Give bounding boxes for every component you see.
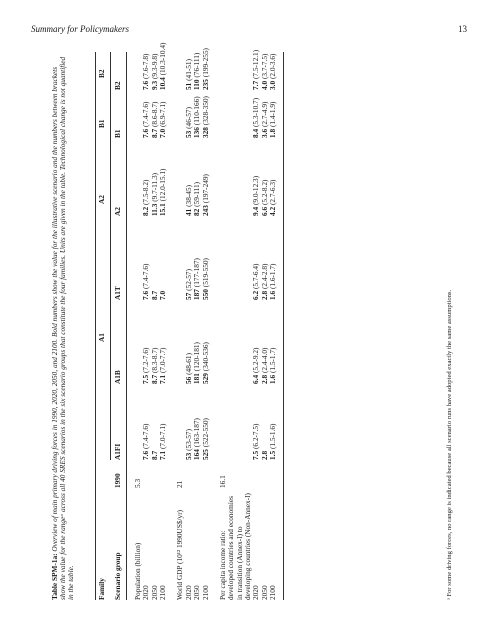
cell-illustrative-value: 2.8 [259,290,269,300]
section-label: developed countries and economies [226,496,236,600]
cell-illustrative-value: 235 [200,79,210,90]
group-header: A1FI [113,443,122,460]
cell-illustrative-value: 328 [200,127,210,138]
table-cell [269,102,277,138]
cell-illustrative-value: 7.6 [141,450,151,460]
cell-illustrative-value: 136 [192,127,202,138]
year-label: 2100 [268,585,278,600]
header-rule [126,52,127,600]
cell-range: (7.2-7.6) [141,347,151,375]
cell-illustrative-value: 7.7 [251,80,261,90]
cell-range: (1.6-1.7) [268,263,278,291]
cell-range: (8.3-8.7) [149,347,159,375]
year-label: 2020 [141,585,151,600]
cell-illustrative-value: 181 [192,373,202,384]
cell-illustrative-value: 7.0 [158,290,168,300]
table-cell [269,264,277,300]
cell-illustrative-value: 164 [192,449,202,460]
table-cell [159,43,167,90]
cell-illustrative-value: 8.2 [141,206,151,216]
cell-range: (12.0-15.1) [158,168,168,204]
cell-range: (76-111) [192,52,202,80]
cell-illustrative-value: 4.0 [259,80,269,90]
table-footnote: ᵃ For some driving forces, no range is indicated because all scenario runs have adopted exactly the same assumptions. [446,289,453,600]
cell-illustrative-value: 8.7 [149,290,159,300]
cell-range: (1.5-1.7) [268,347,278,375]
cell-illustrative-value: 187 [192,289,202,300]
table-cell [269,180,277,216]
cell-illustrative-value: 82 [192,208,202,216]
group-header: A1B [113,370,122,384]
cell-range: (48-61) [183,352,193,377]
cell-illustrative-value: 10.4 [158,77,168,90]
cell-illustrative-value: 550 [200,289,210,300]
year-label: 2100 [200,585,210,600]
cell-illustrative-value: 8.7 [149,450,159,460]
cell-range: (1.4-1.9) [268,101,278,129]
family-header: B1 [97,119,106,128]
cell-illustrative-value: 57 [183,292,193,300]
cell-illustrative-value: 6.4 [251,374,261,384]
cell-range: (6.2-7.5) [251,423,261,451]
year-label: 2050 [149,585,159,600]
cell-range: (8.6-8.7) [149,101,159,129]
cell-illustrative-value: 11.3 [149,203,159,216]
cell-range: (59-111) [192,181,202,209]
page-number: 13 [458,24,467,34]
cell-illustrative-value: 41 [183,208,193,216]
table-cell [202,96,210,138]
table-cell [159,424,167,460]
cell-illustrative-value: 7.6 [141,290,151,300]
table-cell [202,48,210,90]
year-label: 2100 [158,585,168,600]
cell-illustrative-value: 9.4 [251,206,261,216]
cell-illustrative-value: 53 [183,130,193,138]
year-label: 2050 [259,585,269,600]
cell-illustrative-value: 8.4 [251,128,261,138]
cell-range: (9.7-11.3) [149,172,159,204]
cell-range: (7.4-7.6) [141,423,151,451]
cell-illustrative-value: 7.6 [141,128,151,138]
cell-illustrative-value: 525 [200,449,210,460]
table-caption [51,55,76,600]
table-cell [159,169,167,216]
cell-range: (9.0-12.3) [251,175,261,207]
section-label: Per capita income ratio: [217,530,227,600]
cell-range: (2.4-4.0) [259,347,269,375]
cell-range: (41-51) [183,58,193,83]
cell-range: (7.4-7.6) [141,263,151,291]
cell-range: (5.3-10.7) [251,97,261,129]
cell-illustrative-value: 7.0 [158,128,168,138]
cell-range: (2.7-6.3) [268,179,278,207]
cell-range: (163-187) [192,418,202,450]
cell-range: (7.5-12.1) [251,49,261,81]
cell-illustrative-value: 6.2 [251,290,261,300]
table-cell [269,348,277,384]
cell-range: (120-181) [192,342,202,374]
cell-illustrative-value: 2.8 [259,374,269,384]
cell-range: (7.4-7.6) [141,101,151,129]
caption-text: Overview of main primary driving forces in 1990, 2020, 2050, and 2100. Bold numbers show the value for the illustrative scenario and the numbers between brackets show the value for the rangeᵃ across all 40 SRES scenarios in the six scenario groups that constitute the four families. Units are given in the table. Technological change is not quantified in the table. [50,56,76,600]
family-header: A1 [97,333,106,342]
cell-range: (3.7-7.5) [259,53,269,81]
base-value-1990: 16.1 [217,475,227,488]
family-rule [110,52,111,460]
cell-range: (53-57) [183,428,193,453]
cell-illustrative-value: 7.1 [158,374,168,384]
base-value-1990: 21 [175,480,185,488]
cell-illustrative-value: 6.6 [259,206,269,216]
cell-illustrative-value: 8.7 [149,374,159,384]
family-header: A2 [97,195,106,204]
cell-range: (9.3-9.8) [149,53,159,81]
cell-range: (522-550) [200,418,210,450]
table-cell [159,348,167,384]
table-cell [269,54,277,90]
section-label: developing countries (Non-Annex-I) [243,493,252,600]
running-header: Summary for Policymakers [31,24,129,34]
table-cell [159,291,167,300]
cell-range: (5.2-8.2) [259,179,269,207]
cell-range: (6.9-7.1) [158,101,168,129]
cell-illustrative-value: 56 [183,376,193,384]
table-cell [269,424,277,460]
family-label: Family [97,578,106,600]
family-header: B2 [97,69,106,78]
cell-range: (38-45) [183,184,193,209]
cell-range: (328-350) [200,96,210,128]
cell-illustrative-value: 53 [183,452,193,460]
section-label: Population (billion) [133,542,142,600]
cell-range: (46-57) [183,106,193,131]
cell-illustrative-value: 110 [192,79,202,90]
group-header: B2 [113,81,122,90]
cell-range: (5.7-6.4) [251,263,261,291]
cell-illustrative-value: 1.6 [268,374,278,384]
table-cell [202,418,210,460]
table-cell [202,174,210,216]
cell-illustrative-value: 2.8 [259,450,269,460]
cell-range: (7.0-7.7) [158,347,168,375]
cell-illustrative-value: 7.5 [251,450,261,460]
cell-illustrative-value: 1.5 [268,450,278,460]
cell-range: (177-187) [192,258,202,290]
table-top-rule [95,52,96,600]
group-header: A1T [113,286,122,300]
cell-range: (7.0-7.1) [158,423,168,451]
group-header: 1990 [113,473,122,488]
cell-range: (519-550) [200,258,210,290]
cell-range: (2.7-4.9) [259,101,269,129]
cell-illustrative-value: 51 [183,82,193,90]
cell-range: (10.3-10.4) [158,42,168,78]
year-label: 2050 [192,585,202,600]
cell-illustrative-value: 8.7 [149,128,159,138]
table-cell [202,342,210,384]
group-label: Scenario group [113,552,122,600]
section-label: World GDP (10¹² 1990US$/yr) [175,509,185,600]
rotated-table-page [48,42,458,600]
cell-illustrative-value: 243 [200,205,210,216]
table-bottom-rule [283,52,284,600]
year-label: 2020 [183,585,193,600]
cell-illustrative-value: 9.3 [149,80,159,90]
cell-range: (7.6-7.8) [141,53,151,81]
cell-range: (5.2-9.2) [251,347,261,375]
group-header: A2 [113,207,122,216]
table-cell [202,258,210,300]
cell-range: (7.5-8.2) [141,179,151,207]
cell-illustrative-value: 4.2 [268,206,278,216]
cell-illustrative-value: 1.6 [268,290,278,300]
cell-range: (199-255) [200,48,210,80]
section-label: in transition (Annex-I) to [234,526,244,600]
cell-illustrative-value: 529 [200,373,210,384]
table-cell [159,102,167,138]
cell-range: (52-57) [183,268,193,293]
year-label: 2020 [251,585,261,600]
cell-illustrative-value: 15.1 [158,203,168,216]
cell-illustrative-value: 3.6 [259,128,269,138]
base-value-1990: 5.3 [133,478,142,488]
cell-range: (197-249) [200,174,210,206]
cell-range: (110-166) [192,96,202,128]
cell-range: (2.4-2.8) [259,263,269,291]
cell-range: (340-536) [200,342,210,374]
caption-title: Table SPM-1a: [50,553,59,600]
cell-range: (1.5-1.6) [268,423,278,451]
cell-illustrative-value: 1.8 [268,128,278,138]
group-header: B1 [113,129,122,138]
cell-illustrative-value: 7.1 [158,450,168,460]
cell-illustrative-value: 7.6 [141,80,151,90]
cell-illustrative-value: 7.5 [141,374,151,384]
cell-range: (2.0-3.6) [268,53,278,81]
cell-illustrative-value: 3.0 [268,80,278,90]
